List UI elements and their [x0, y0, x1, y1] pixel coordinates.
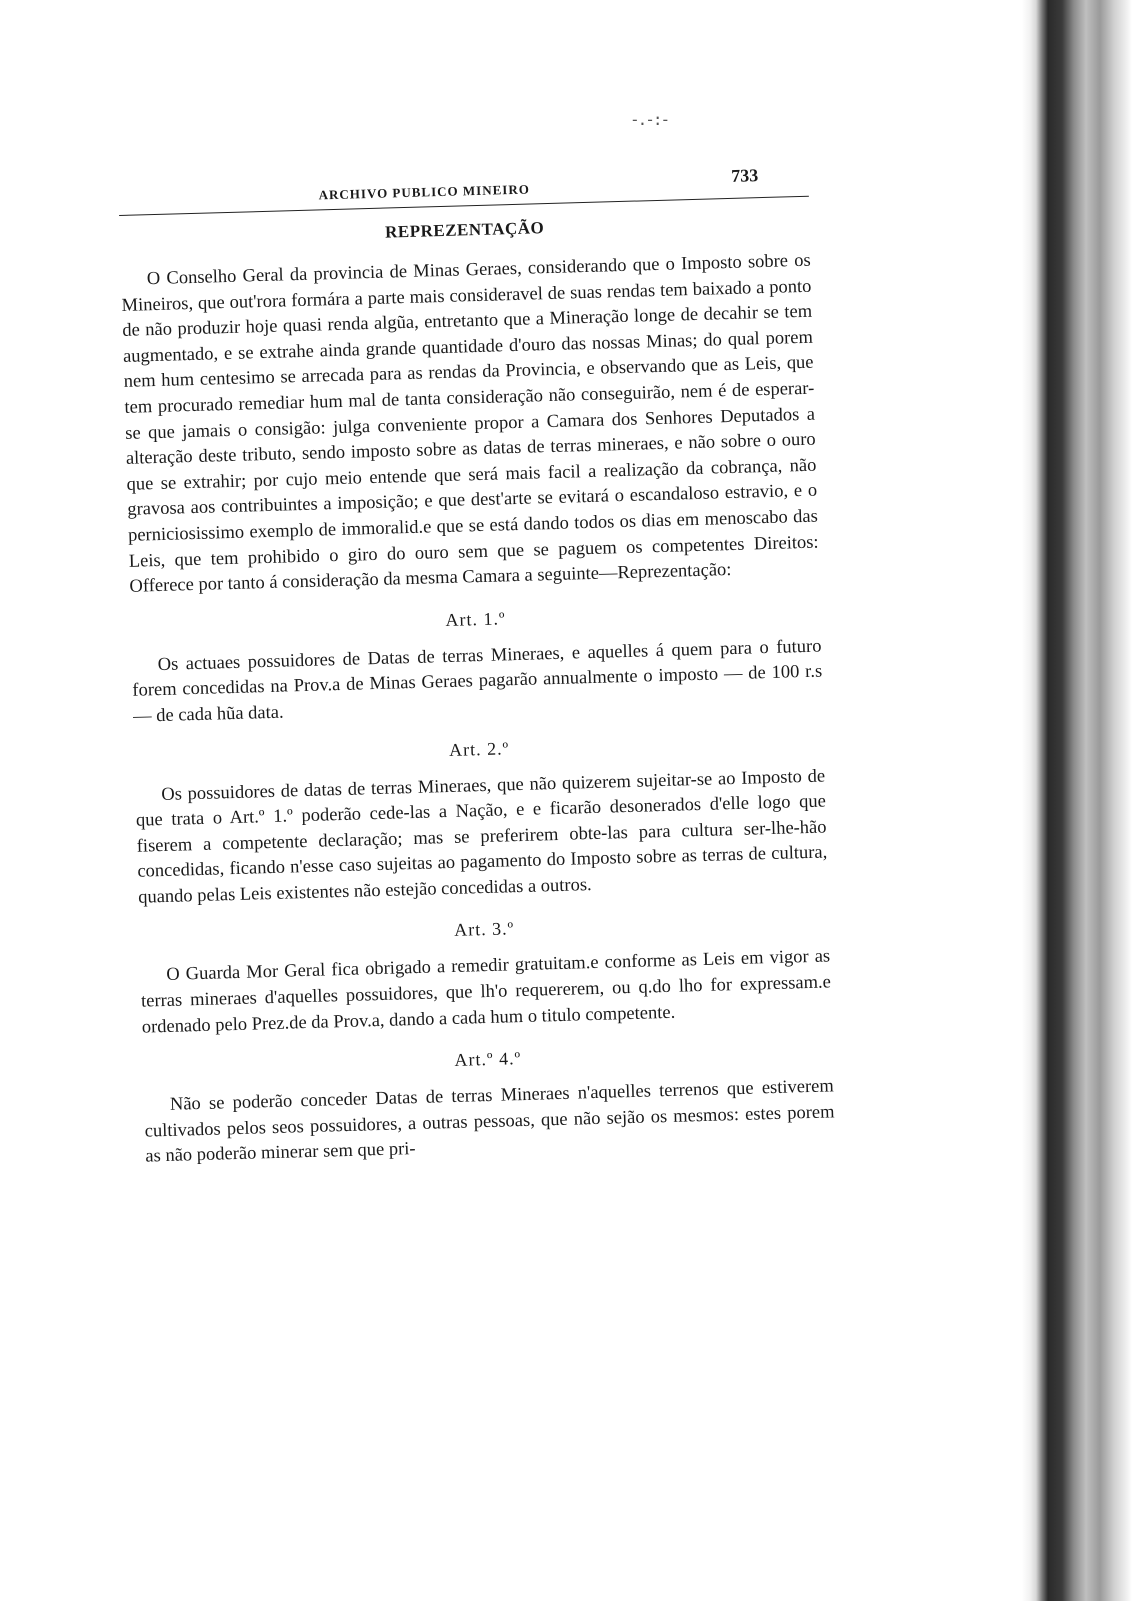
header-title: ARCHIVO PUBLICO MINEIRO: [318, 181, 531, 203]
page-content: [118, 156, 836, 1171]
document-title: REPREZENTAÇÃO: [384, 218, 545, 242]
page-number: 733: [730, 165, 759, 186]
scan-artifact-mark: -.-:-: [630, 110, 669, 129]
article-1-heading: Art. 1.º: [445, 608, 506, 630]
article-4-heading: Art.º 4.º: [454, 1048, 522, 1071]
article-2-heading: Art. 2.º: [448, 737, 510, 760]
article-4-text: Não se poderão conceder Datas de terras Mineraes n'aquelles terrenos que estiverem cultivados pelos seos possuidores, a outras pessoas, que não sejão os mesmos: estes porem as não poderão minerar sem que pri-: [144, 1076, 835, 1168]
article-1-text: Os actuaes possuidores de Datas de terras Mineraes, e aquelles á quem para o futuro forem concedidas na Prov.a de Minas Geraes pagarão annualmente o imposto — de 100 r.s — de cada hũa data.: [132, 636, 823, 727]
article-3-text: O Guarda Mor Geral fica obrigado a remedir gratuitam.e conforme as Leis em vigor as terras mineraes d'aquelles possuidores, que lh'o requererem, ou q.do lho for expressam.e ordenado pelo Prez.de da Prov.a, dando a cada hum o titulo competente.: [140, 946, 832, 1038]
running-header: [118, 156, 809, 216]
article-2-text: Os possuidores de datas de terras Mineraes, que não quizerem sujeitar-se ao Imposto de que trata o Art.º 1.º poderão cede-las a Nação, e e ficarão desonerados d'elle logo que fiserem a competente declaração; mas se preferirem obte-las para cultura ser-lhe-hão concedidas, ficando n'esse caso sujeitas ao pagamento do Imposto sobre as terras de cultura, quando pelas Leis existentes não estejão concedidas a outros.: [135, 765, 828, 908]
book-binding-edge: [1022, 0, 1132, 1601]
intro-paragraph: O Conselho Geral da provincia de Minas Geraes, considerando que o Imposto sobre os Mineiros, que out'rora formára a parte mais consideravel de suas rendas tem baixado a ponto de não produzir hoje quasi renda algũa, entretanto que a Mineração longe de decahir se tem augmentado, e se extrahe ainda grande quantidade d'ouro das nossas Minas; do qual porem nem hum centesimo se arrecada para as rendas da Provincia, e observando que as Leis, que tem procurado remediar hum mal de tanta consideração não conseguirão, nem é de esperar-se que jamais o consigão: julga conveniente propor a Camara dos Senhores Deputados a alteração deste tributo, sendo imposto sobre as datas de terras mineraes, e não sobre o ouro que se extrahir; por cujo meio entende que será mais facil a realização da cobrança, não gravosa aos contribuintes a imposição; e que dest'arte se evitará o escandaloso estravio, e o perniciosissimo exemplo de immoralid.e que se está dando todos os dias em menoscabo das Leis, que tem prohibido o giro do ouro sem que se paguem os competentes Direitos: Offerece por tanto á consideração da mesma Camara a seguinte—Reprezentação:: [121, 250, 819, 597]
article-3-heading: Art. 3.º: [453, 918, 515, 941]
